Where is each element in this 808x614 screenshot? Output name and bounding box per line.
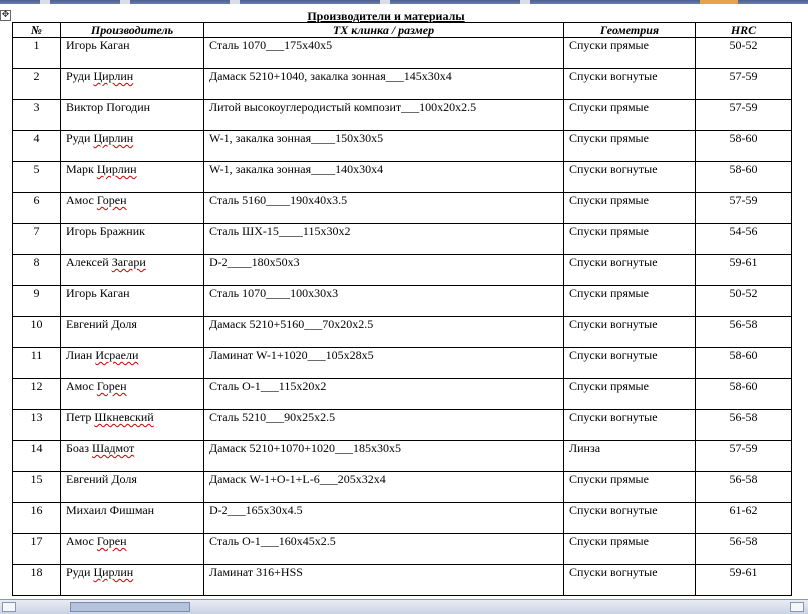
maker-cell[interactable] (61, 472, 204, 503)
scroll-left-icon[interactable] (2, 602, 16, 612)
maker-last-name: Доля (111, 472, 137, 486)
geometry-cell[interactable]: Спуски прямые (564, 193, 696, 224)
maker-first-name: Игорь (66, 224, 97, 238)
maker-last-name: Цирлин (93, 131, 134, 145)
geometry-cell[interactable]: Спуски вогнутые (564, 69, 696, 100)
maker-cell[interactable] (61, 255, 204, 286)
maker-last-name: Доля (111, 317, 137, 331)
geometry-cell[interactable]: Линза (564, 441, 696, 472)
maker-first-name: Петр (66, 410, 92, 424)
hrc-cell[interactable]: 61-62 (696, 503, 792, 534)
hrc-cell[interactable]: 59-61 (696, 565, 792, 596)
maker-cell[interactable] (61, 100, 204, 131)
table-row (13, 224, 792, 255)
maker-last-name: Загари (111, 255, 146, 269)
geometry-cell[interactable]: Спуски прямые (564, 38, 696, 69)
geometry-cell[interactable]: Спуски вогнутые (564, 503, 696, 534)
table-row (13, 503, 792, 534)
table-row (13, 162, 792, 193)
header-hrc: HRC (696, 23, 792, 38)
row-number[interactable]: 10 (13, 317, 61, 348)
blade-spec-cell[interactable]: D-2___165x30x4.5 (204, 503, 564, 534)
maker-last-name: Шкневский (94, 410, 154, 424)
table-row (13, 286, 792, 317)
scroll-right-icon[interactable] (790, 602, 804, 612)
maker-first-name: Лиан (66, 348, 93, 362)
row-number[interactable]: 12 (13, 379, 61, 410)
table-row (13, 410, 792, 441)
row-number[interactable]: 4 (13, 131, 61, 162)
table-row (13, 131, 792, 162)
maker-first-name: Алексей (66, 255, 109, 269)
toolbar-fragment (120, 0, 130, 4)
row-number[interactable]: 17 (13, 534, 61, 565)
geometry-cell[interactable]: Спуски прямые (564, 100, 696, 131)
blade-spec-cell[interactable]: Сталь ШХ-15____115x30x2 (204, 224, 564, 255)
table-row (13, 565, 792, 596)
hrc-cell[interactable]: 50-52 (696, 38, 792, 69)
toolbar-fragment (230, 0, 240, 4)
blade-spec-cell[interactable]: Сталь 1070____100x30x3 (204, 286, 564, 317)
table-row (13, 348, 792, 379)
maker-cell[interactable] (61, 224, 204, 255)
maker-first-name: Марк (66, 162, 94, 176)
window-top-strip (0, 0, 808, 4)
header-maker: Производитель (61, 23, 204, 38)
maker-cell[interactable] (61, 286, 204, 317)
maker-last-name: Цирлин (93, 565, 134, 579)
geometry-cell[interactable]: Спуски вогнутые (564, 255, 696, 286)
maker-last-name: Горен (96, 534, 127, 548)
table-row (13, 534, 792, 565)
table-row (13, 472, 792, 503)
hrc-cell[interactable]: 58-60 (696, 348, 792, 379)
blade-spec-cell[interactable]: Сталь O-1___160x45x2.5 (204, 534, 564, 565)
maker-cell[interactable] (61, 441, 204, 472)
geometry-cell[interactable]: Спуски вогнутые (564, 410, 696, 441)
row-number[interactable]: 15 (13, 472, 61, 503)
table-header-row (13, 23, 792, 38)
materials-table (12, 22, 792, 596)
toolbar-fragment (40, 0, 50, 4)
maker-first-name: Боаз (66, 441, 89, 455)
hrc-cell[interactable]: 58-60 (696, 131, 792, 162)
row-number[interactable]: 14 (13, 441, 61, 472)
table-row (13, 193, 792, 224)
row-number[interactable]: 3 (13, 100, 61, 131)
geometry-cell[interactable]: Спуски прямые (564, 131, 696, 162)
maker-first-name: Виктор (66, 100, 104, 114)
maker-first-name: Амос (66, 379, 94, 393)
geometry-cell[interactable]: Спуски вогнутые (564, 317, 696, 348)
row-number[interactable]: 8 (13, 255, 61, 286)
toolbar-fragment (520, 0, 530, 4)
maker-last-name: Горен (96, 193, 127, 207)
maker-cell[interactable] (61, 348, 204, 379)
hrc-cell[interactable]: 57-59 (696, 69, 792, 100)
hrc-cell[interactable]: 56-58 (696, 534, 792, 565)
table-row (13, 317, 792, 348)
geometry-cell[interactable]: Спуски прямые (564, 224, 696, 255)
maker-first-name: Игорь (66, 38, 97, 52)
blade-spec-cell[interactable]: W-1, закалка зонная____150x30x5 (204, 131, 564, 162)
geometry-cell[interactable]: Спуски вогнутые (564, 162, 696, 193)
row-number[interactable]: 13 (13, 410, 61, 441)
blade-spec-cell[interactable]: D-2____180x50x3 (204, 255, 564, 286)
maker-last-name: Фишман (109, 503, 155, 517)
hrc-cell[interactable]: 59-61 (696, 255, 792, 286)
blade-spec-cell[interactable]: Сталь O-1___115x20x2 (204, 379, 564, 410)
maker-cell[interactable] (61, 131, 204, 162)
blade-spec-cell[interactable]: Сталь 5160____190x40x3.5 (204, 193, 564, 224)
scroll-thumb[interactable] (70, 602, 190, 612)
hrc-cell[interactable]: 56-58 (696, 317, 792, 348)
row-number[interactable]: 9 (13, 286, 61, 317)
table-row (13, 441, 792, 472)
hrc-cell[interactable]: 57-59 (696, 100, 792, 131)
hrc-cell[interactable]: 56-58 (696, 410, 792, 441)
maker-last-name: Горен (96, 379, 127, 393)
toolbar-accent (700, 0, 738, 4)
blade-spec-cell[interactable]: Дамаск W-1+O-1+L-6___205x32x4 (204, 472, 564, 503)
maker-first-name: Евгений (66, 317, 109, 331)
maker-last-name: Цирлин (96, 162, 137, 176)
maker-cell[interactable] (61, 162, 204, 193)
blade-spec-cell[interactable]: Сталь 1070___175x40x5 (204, 38, 564, 69)
geometry-cell[interactable]: Спуски прямые (564, 286, 696, 317)
maker-last-name: Исраели (95, 348, 139, 362)
row-number[interactable]: 5 (13, 162, 61, 193)
maker-first-name: Руди (66, 565, 91, 579)
blade-spec-cell[interactable]: Сталь 5210___90x25x2.5 (204, 410, 564, 441)
maker-cell[interactable] (61, 38, 204, 69)
hrc-cell[interactable]: 56-58 (696, 472, 792, 503)
hrc-cell[interactable]: 57-59 (696, 193, 792, 224)
header-num: № (13, 23, 61, 38)
header-geometry: Геометрия (564, 23, 696, 38)
hrc-cell[interactable]: 57-59 (696, 441, 792, 472)
row-number[interactable]: 16 (13, 503, 61, 534)
maker-last-name: Каган (99, 286, 130, 300)
horizontal-scrollbar[interactable] (0, 599, 808, 614)
header-spec: ТХ клинка / размер (204, 23, 564, 38)
maker-cell[interactable] (61, 69, 204, 100)
maker-first-name: Руди (66, 69, 91, 83)
hrc-cell[interactable]: 58-60 (696, 162, 792, 193)
maker-first-name: Амос (66, 193, 94, 207)
hrc-cell[interactable]: 58-60 (696, 379, 792, 410)
maker-cell[interactable] (61, 379, 204, 410)
blade-spec-cell[interactable]: Дамаск 5210+5160___70x20x2.5 (204, 317, 564, 348)
geometry-cell[interactable]: Спуски вогнутые (564, 565, 696, 596)
maker-cell[interactable] (61, 565, 204, 596)
toolbar-fragment (380, 0, 390, 4)
document-title: Производители и материалы (307, 9, 465, 23)
maker-cell[interactable] (61, 410, 204, 441)
maker-first-name: Игорь (66, 286, 97, 300)
blade-spec-cell[interactable]: Ламинат 316+HSS (204, 565, 564, 596)
maker-last-name: Шадмот (91, 441, 135, 455)
maker-last-name: Цирлин (93, 69, 134, 83)
maker-last-name: Бражник (99, 224, 145, 238)
geometry-cell[interactable]: Спуски прямые (564, 379, 696, 410)
maker-first-name: Евгений (66, 472, 109, 486)
row-number[interactable]: 11 (13, 348, 61, 379)
maker-cell[interactable] (61, 534, 204, 565)
row-number[interactable]: 18 (13, 565, 61, 596)
geometry-cell[interactable]: Спуски вогнутые (564, 348, 696, 379)
maker-last-name: Погодин (106, 100, 151, 114)
row-number[interactable]: 7 (13, 224, 61, 255)
maker-cell[interactable] (61, 503, 204, 534)
maker-first-name: Руди (66, 131, 91, 145)
hrc-cell[interactable]: 50-52 (696, 286, 792, 317)
maker-cell[interactable] (61, 193, 204, 224)
table-row (13, 379, 792, 410)
maker-cell[interactable] (61, 317, 204, 348)
table-row (13, 38, 792, 69)
hrc-cell[interactable]: 54-56 (696, 224, 792, 255)
maker-last-name: Каган (99, 38, 130, 52)
maker-first-name: Михаил (66, 503, 107, 517)
blade-spec-cell[interactable]: Дамаск 5210+1040, закалка зонная___145x30x4 (204, 69, 564, 100)
row-number[interactable]: 1 (13, 38, 61, 69)
geometry-cell[interactable]: Спуски прямые (564, 534, 696, 565)
blade-spec-cell[interactable]: W-1, закалка зонная____140x30x4 (204, 162, 564, 193)
table-row (13, 255, 792, 286)
blade-spec-cell[interactable]: Дамаск 5210+1070+1020___185x30x5 (204, 441, 564, 472)
row-number[interactable]: 2 (13, 69, 61, 100)
table-move-handle-icon[interactable]: ✥ (1, 10, 10, 20)
blade-spec-cell[interactable]: Ламинат W-1+1020___105x28x5 (204, 348, 564, 379)
maker-first-name: Амос (66, 534, 94, 548)
table-row (13, 69, 792, 100)
row-number[interactable]: 6 (13, 193, 61, 224)
geometry-cell[interactable]: Спуски прямые (564, 472, 696, 503)
blade-spec-cell[interactable]: Литой высокоуглеродистый композит___100x20x2.5 (204, 100, 564, 131)
table-row (13, 100, 792, 131)
